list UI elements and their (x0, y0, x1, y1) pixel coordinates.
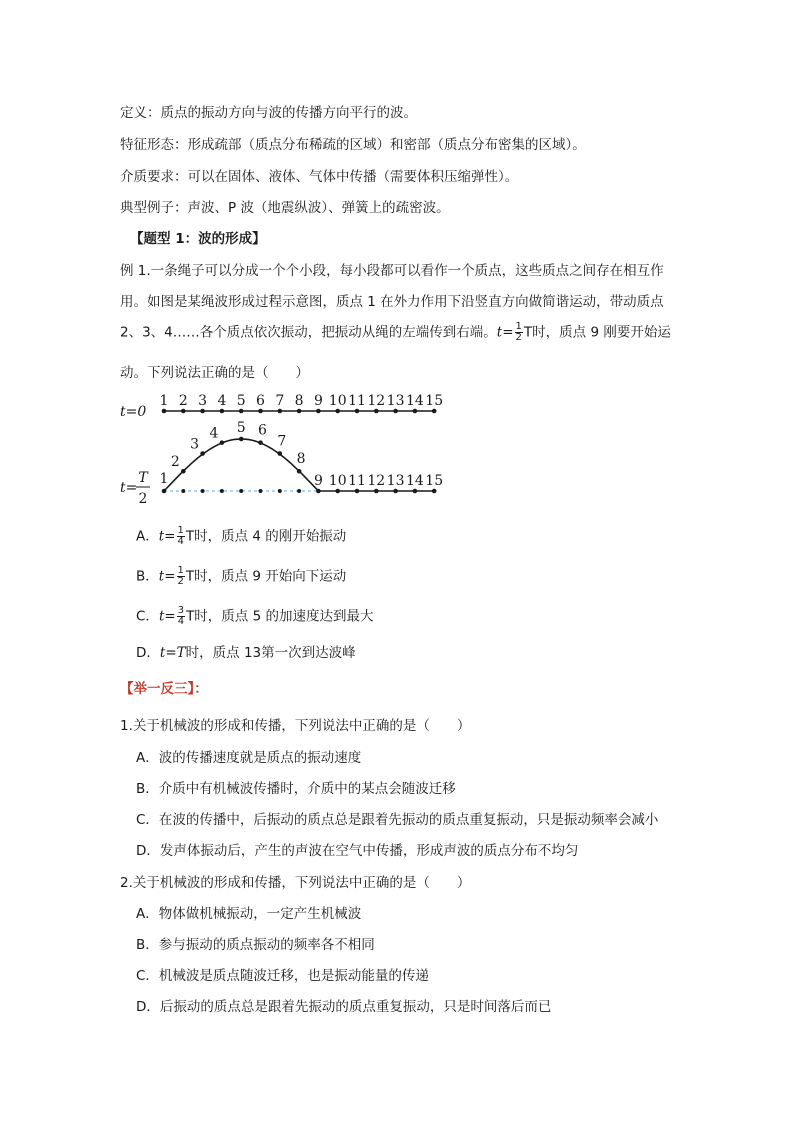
option-c-text: T时，质点 5 的加速度达到最大 (186, 608, 374, 625)
option-c (136, 606, 373, 627)
option-b-prefix: B． (136, 568, 159, 585)
rest-label-13: 13 (386, 473, 405, 489)
wave-label-8: 8 (296, 451, 306, 468)
rope-particle-14 (413, 409, 418, 414)
row-t-half-den: 2 (138, 491, 148, 507)
particle-label-6: 6 (256, 393, 265, 409)
row-t-half-num: T (138, 470, 148, 486)
equilibrium-dot-5 (239, 489, 243, 493)
example-line-3 (120, 322, 671, 343)
option-a-prefix: A． (136, 528, 159, 545)
option-a-time: t= (158, 528, 176, 545)
example-time-var: t= (496, 324, 514, 341)
fraction-denominator: 2 (515, 332, 522, 343)
definition-text: 定义：质点的振动方向与波的传播方向平行的波。 (120, 105, 417, 121)
row-t-half (120, 420, 443, 507)
rope-particle-3 (200, 409, 205, 414)
rest-particle-13 (393, 489, 398, 494)
q1-option-d: D．发声体振动后，产生的声波在空气中传播，形成声波的质点分布不均匀 (136, 843, 579, 859)
particle-label-12: 12 (367, 393, 386, 409)
particle-label-3: 3 (198, 393, 208, 409)
fraction-numerator: 1 (177, 525, 184, 536)
option-c-fraction (177, 606, 185, 627)
example-fraction (515, 322, 523, 343)
rope-particle-5 (239, 409, 244, 414)
q2-option-b: B．参与振动的质点振动的频率各不相同 (136, 937, 375, 953)
wave-label-2: 2 (170, 454, 180, 471)
option-b-fraction (177, 566, 185, 587)
rope-particle-15 (432, 409, 437, 414)
q1-option-a: A．波的传播速度就是质点的振动速度 (136, 750, 362, 766)
fraction-numerator: 1 (177, 565, 184, 576)
row-t0 (120, 393, 443, 420)
wave-particle-3 (200, 451, 205, 456)
example-line-4: 动。下列说法正确的是（ ） (120, 365, 309, 381)
particle-label-5: 5 (236, 393, 246, 409)
rest-label-10: 10 (328, 473, 347, 489)
row-t-half-label: t= (120, 480, 138, 496)
wave-label-7: 7 (277, 433, 287, 450)
wave-label-1: 1 (159, 471, 169, 487)
rope-particle-11 (355, 409, 360, 414)
particle-label-9: 9 (313, 393, 323, 409)
example-line-3-text-b: T时，质点 9 刚要开始运 (523, 324, 671, 341)
equilibrium-dot-4 (220, 489, 224, 493)
rope-particle-12 (374, 409, 379, 414)
example-line-2: 用。如图是某绳波形成过程示意图，质点 1 在外力作用下沿竖直方向做简谐运动，带动质点 (120, 294, 664, 310)
rest-particle-14 (413, 489, 418, 494)
rope-particle-13 (393, 409, 398, 414)
fraction-numerator: 1 (515, 321, 522, 332)
rest-label-11: 11 (348, 473, 366, 489)
row-t0-label: t=0 (120, 404, 147, 420)
particle-label-4: 4 (217, 393, 227, 409)
example-line-1: 例 1.一条绳子可以分成一个个小段，每小段都可以看作一个质点，这些质点之间存在相互作 (120, 263, 664, 279)
option-a-fraction (177, 526, 185, 547)
particle-label-15: 15 (425, 393, 444, 409)
particle-label-7: 7 (275, 393, 285, 409)
wave-particle-8 (297, 469, 302, 474)
rest-label-15: 15 (425, 473, 444, 489)
rest-label-9: 9 (313, 473, 323, 489)
particle-label-13: 13 (386, 393, 405, 409)
q1-option-b: B．介质中有机械波传播时，介质中的某点会随波迁移 (136, 781, 456, 797)
fraction-denominator: 2 (177, 576, 184, 587)
equilibrium-dot-3 (201, 489, 205, 493)
option-b (136, 566, 346, 587)
wave-particle-4 (220, 440, 225, 445)
wave-label-4: 4 (209, 425, 219, 442)
q2-option-d: D．后振动的质点总是跟着先振动的质点重复振动，只是时间落后而已 (136, 999, 552, 1015)
practice-title: 【举一反三】： (120, 681, 208, 697)
rope-particle-1 (162, 409, 167, 414)
wave-label-3: 3 (190, 436, 200, 453)
rest-particle-10 (335, 489, 340, 494)
rest-particle-9 (316, 489, 321, 494)
particle-label-14: 14 (405, 393, 424, 409)
features-text: 特征形态：形成疏部（质点分布稀疏的区域）和密部（质点分布密集的区域）。 (120, 137, 586, 153)
option-a (136, 526, 346, 547)
rope-wave-figure (112, 392, 452, 514)
rest-particle-15 (432, 489, 437, 494)
option-c-time: t= (158, 608, 176, 625)
option-d-text: 时，质点 13第一次到达波峰 (185, 645, 356, 661)
rest-label-12: 12 (367, 473, 386, 489)
q2-stem: 2.关于机械波的形成和传播，下列说法中正确的是（ ） (120, 875, 471, 891)
wave-particle-1 (162, 489, 167, 494)
rope-particle-10 (335, 409, 340, 414)
particle-label-11: 11 (348, 393, 366, 409)
examples-text: 典型例子：声波、P 波（地震纵波）、弹簧上的疏密波。 (120, 200, 450, 216)
q1-option-c: C．在波的传播中，后振动的质点总是跟着先振动的质点重复振动，只是振动频率会减小 (136, 812, 659, 828)
particle-label-8: 8 (294, 393, 304, 409)
rope-particle-8 (297, 409, 302, 414)
medium-text: 介质要求：可以在固体、液体、气体中传播（需要体积压缩弹性）。 (120, 169, 519, 185)
q1-stem: 1.关于机械波的形成和传播，下列说法中正确的是（ ） (120, 718, 471, 734)
fraction-numerator: 3 (177, 605, 185, 616)
wave-label-5: 5 (236, 420, 246, 436)
option-d (136, 643, 356, 663)
rest-label-14: 14 (405, 473, 424, 489)
section-title: 【题型 1：波的形成】 (130, 231, 266, 247)
q2-option-c: C．机械波是质点随波迁移，也是振动能量的传递 (136, 968, 429, 984)
equilibrium-dot-7 (278, 489, 282, 493)
rest-particle-12 (374, 489, 379, 494)
option-d-prefix: D． (136, 645, 160, 661)
rope-particle-2 (181, 409, 186, 414)
example-line-3-text-a: 2、3、4……各个质点依次振动，把振动从绳的左端传到右端。 (120, 324, 497, 341)
fraction-denominator: 4 (177, 536, 184, 547)
option-d-time: t=T (159, 645, 186, 661)
wave-curve (164, 436, 318, 491)
wave-particle-7 (278, 451, 283, 456)
rest-particle-11 (355, 489, 360, 494)
q2-option-a: A．物体做机械振动，一定产生机械波 (136, 906, 362, 922)
wave-particle-5 (239, 437, 244, 442)
wave-label-6: 6 (258, 422, 267, 439)
rope-particle-7 (278, 409, 283, 414)
rope-particle-9 (316, 409, 321, 414)
option-b-text: T时，质点 9 开始向下运动 (185, 568, 347, 585)
equilibrium-dot-2 (181, 489, 185, 493)
particle-label-2: 2 (178, 393, 188, 409)
particle-label-1: 1 (159, 393, 169, 409)
fraction-denominator: 4 (177, 616, 185, 627)
wave-particle-6 (258, 440, 263, 445)
wave-particle-2 (181, 469, 186, 474)
option-a-text: T时，质点 4 的刚开始振动 (185, 528, 347, 545)
particle-label-10: 10 (328, 393, 347, 409)
rope-particle-6 (258, 409, 263, 414)
rope-particle-4 (220, 409, 225, 414)
equilibrium-dot-8 (297, 489, 301, 493)
equilibrium-dot-6 (259, 489, 263, 493)
option-c-prefix: C． (136, 608, 159, 625)
option-b-time: t= (158, 568, 176, 585)
